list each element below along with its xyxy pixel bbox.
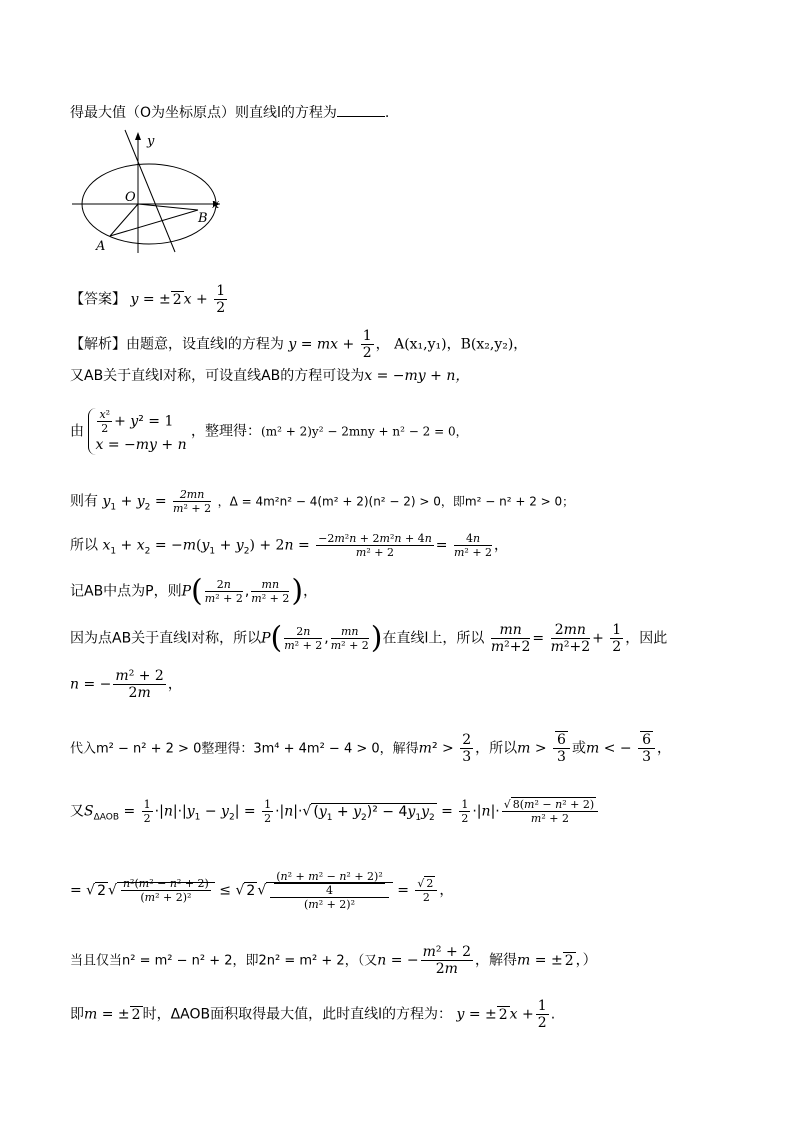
analysis-text: 由题意，设直线l的方程为 — [126, 336, 284, 353]
points-ab: A(x₁,y₁)，B(x₂,y₂)， — [394, 336, 528, 353]
or-text: 或 — [571, 740, 586, 757]
question-text: 得最大值（O为坐标原点）则直线l的方程为 — [70, 105, 337, 121]
so-m-text: ，所以 — [475, 740, 518, 757]
sys-suffix: ，整理得： — [191, 423, 262, 440]
equality-text: 当且仅当n² = m² − n² + 2，即2n² = m² + 2，（又 — [70, 953, 378, 969]
sum-y-line: 则有 $y_1 + y_2$ = $\frac{2mn}{\text{m² + 2}}$ ，Δ = 4m²n² − 4(m² + 2)(n² − 2) > 0，即m² − n² + 2 > 0； — [70, 488, 575, 515]
line-ab-eq: x = −my + n， — [364, 368, 470, 384]
close-text: ，） — [575, 952, 597, 969]
symmetry-line: 因为点AB关于直线l对称，所以P( $\frac{2n}{\text{m² + 2}}$ , $\frac{mn}{\text{m² + 2}}$ )在直线l上，所以 $\frac{mn}{\text{m²+2}}$ = $\frac{2mn}{\text{m²+2}}$ + $\frac{1}{2}$ ，因此 — [70, 620, 668, 656]
final-text: 时，ΔAOB面积取得最大值，此时直线l的方程为： — [142, 1006, 452, 1023]
area-prefix: 又 — [70, 803, 84, 820]
area-line: 又$S_{\Delta AOB}$ = $\frac{1}{2}$ $\cdot|n|\cdot|y_1 - y_2|$ = $\frac{1}{2}$ ·|n|·√ $(y_1 + y_2)^2 - 4y_1y_2$ = $\frac{1}{2}$ ·|n|· $\frac{\text{√ 8(m² − n² + 2)}}{\text{m² + 2}}$ — [70, 798, 600, 827]
midpoint-line: 记AB中点为P，则P( $\frac{2n}{\text{m² + 2}}$ , $\frac{mn}{\text{m² + 2}}$ )， — [70, 573, 318, 609]
sum-x-line: 所以 $x_1 + x_2 = -m(y_1 + y_2) + 2n$ = $\frac{\text{−2m²n + 2m²n + 4n}}{\text{m² + 2}}$ = $\frac{4n}{\text{m² + 2}}$ ， — [70, 532, 509, 559]
analysis-tag: 【解析】 — [70, 336, 126, 353]
y-axis-label: y — [147, 134, 155, 149]
final-prefix: 即 — [70, 1006, 84, 1023]
on-line-text: 在直线l上，所以 — [382, 630, 485, 647]
substitution-line: 代入m² − n² + 2 > 0整理得：3m⁴ + 4m² − 4 > 0，解得m² > $\frac{2}{3}$ ，所以m > $\frac{6}{3}$ 或m < − $\frac{6}{3}$ ， — [70, 732, 671, 765]
equation-system: $\frac{\text{x²}}{2}$ + y² = 1 x = −my + n — [88, 408, 186, 455]
answer-line: 【答案】 y = ± 2 x + $\frac{1}{2}$ — [70, 283, 226, 316]
origin-label: O — [125, 190, 136, 205]
inequality-line: = √ 2 √ $\frac{\text{n²(m² − n² + 2)}}{\text{(m² + 2)²}}$ ≤ √ 2 √ $\frac{\frac{\text{(n² + m² − n² + 2)²}}{4}}{\text{(m² + 2)²}}$ = $\frac{√ 2}{2}$ ， — [70, 870, 454, 911]
period: . — [384, 105, 390, 121]
x-axis-label: x — [212, 197, 220, 212]
because-text: 因为点AB关于直线l对称，所以 — [70, 630, 262, 647]
answer-blank — [337, 102, 385, 117]
analysis-line-1: 【解析】由题意，设直线l的方程为 y = mx + $\frac{1}{2}$ ， A(x₁,y₁)，B(x₂,y₂)， — [70, 328, 528, 361]
solve-text: ，解得 — [475, 952, 518, 969]
therefore-text: ，因此 — [625, 630, 668, 647]
sys-prefix: 由 — [70, 423, 84, 440]
point-b-label: B — [198, 211, 208, 226]
discriminant: ，Δ = 4m²n² − 4(m² + 2)(n² − 2) > 0，即m² − n² + 2 > 0； — [217, 494, 575, 509]
answer-tag: 【答案】 — [70, 291, 126, 308]
system-line — [70, 408, 468, 455]
quadratic: (m² + 2)y² − 2mny + n² − 2 = 0， — [261, 424, 468, 439]
substitution-text: 代入m² − n² + 2 > 0整理得：3m⁴ + 4m² − 4 > 0，解得 — [70, 741, 419, 757]
ellipse-figure — [70, 128, 230, 258]
sym-text: 又AB关于直线l对称，可设直线AB的方程可设为 — [70, 368, 365, 384]
midpoint-text: 记AB中点为P，则 — [70, 583, 182, 600]
question-tail — [70, 102, 389, 123]
then-text: 则有 — [70, 493, 98, 510]
final-period: . — [550, 1006, 556, 1023]
point-a-label: A — [96, 239, 106, 254]
equality-condition-line: 当且仅当n² = m² − n² + 2，即2n² = m² + 2，（又n = − $\frac{\text{m² + 2}}{2m}$ ，解得m = ± 2 ，） — [70, 944, 597, 977]
analysis-line-2 — [70, 366, 469, 386]
so-text: 所以 — [70, 537, 98, 554]
conclusion-line: 即m = ± 2 时，ΔAOB面积取得最大值，此时直线l的方程为： y = ± 2 x + $\frac{1}{2}$ . — [70, 998, 556, 1031]
n-expression: n = − $\frac{\text{m² + 2}}{2m}$ ， — [70, 668, 182, 701]
